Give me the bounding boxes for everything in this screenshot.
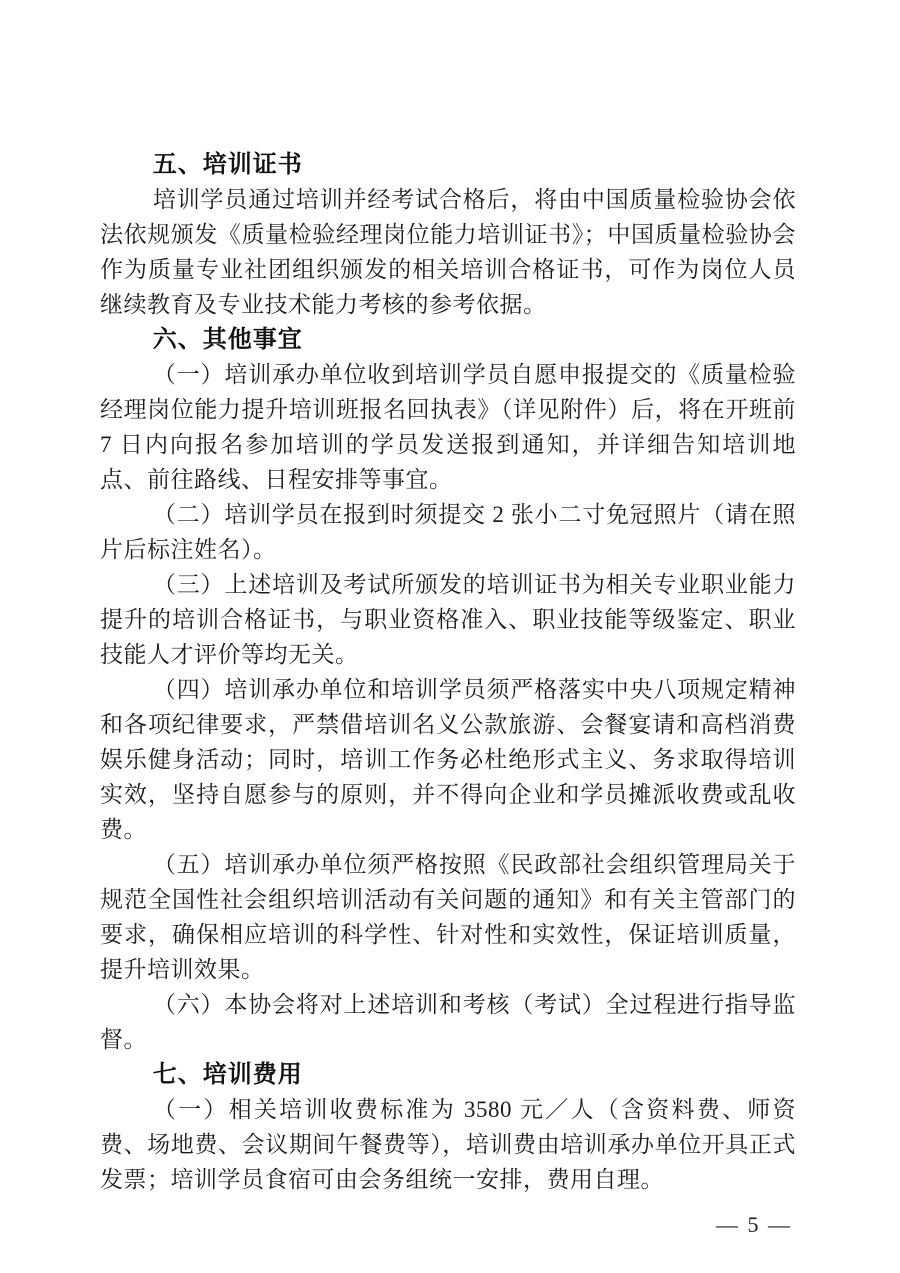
paragraph: （五）培训承办单位须严格按照《民政部社会组织管理局关于规范全国性社会组织培训活动有关问题的通知》和有关主管部门的要求，确保相应培训的科学性、针对性和实效性，保证培训质量，提升培训效果。 [100, 852, 796, 982]
paragraph: （三）上述培训及考试所颁发的培训证书为相关专业职业能力提升的培训合格证书，与职业资格准入、职业技能等级鉴定、职业技能人才评价等均无关。 [100, 572, 796, 667]
paragraph: （一）培训承办单位收到培训学员自愿申报提交的《质量检验经理岗位能力提升培训班报名回执表》（详见附件）后，将在开班前 7 日内向报名参加培训的学员发送报到通知，并详细告知培训地点、前往路线、日程安排等事宜。 [100, 362, 796, 492]
page-number: — 5 — [716, 1212, 792, 1237]
paragraph: （六）本协会将对上述培训和考核（考试）全过程进行指导监督。 [100, 992, 796, 1052]
paragraph: （二）培训学员在报到时须提交 2 张小二寸免冠照片（请在照片后标注姓名）。 [100, 502, 796, 562]
paragraph: （四）培训承办单位和培训学员须严格落实中央八项规定精神和各项纪律要求，严禁借培训名义公款旅游、会餐宴请和高档消费娱乐健身活动；同时，培训工作务必杜绝形式主义、务求取得培训实效，坚持自愿参与的原则，并不得向企业和学员摊派收费或乱收费。 [100, 677, 796, 842]
paragraph: （一）相关培训收费标准为 3580 元／人（含资料费、师资费、场地费、会议期间午餐费等），培训费由培训承办单位开具正式发票；培训学员食宿可由会务组统一安排，费用自理。 [100, 1097, 796, 1192]
section-heading-training-fees: 七、培训费用 [152, 1061, 303, 1088]
section-heading-training-certificate: 五、培训证书 [152, 151, 303, 178]
paragraph: 培训学员通过培训并经考试合格后，将由中国质量检验协会依法依规颁发《质量检验经理岗位能力培训证书》；中国质量检验协会作为质量专业社团组织颁发的相关培训合格证书，可作为岗位人员继续教育及专业技术能力考核的参考依据。 [100, 187, 796, 317]
section-heading-other-matters: 六、其他事宜 [152, 326, 303, 353]
